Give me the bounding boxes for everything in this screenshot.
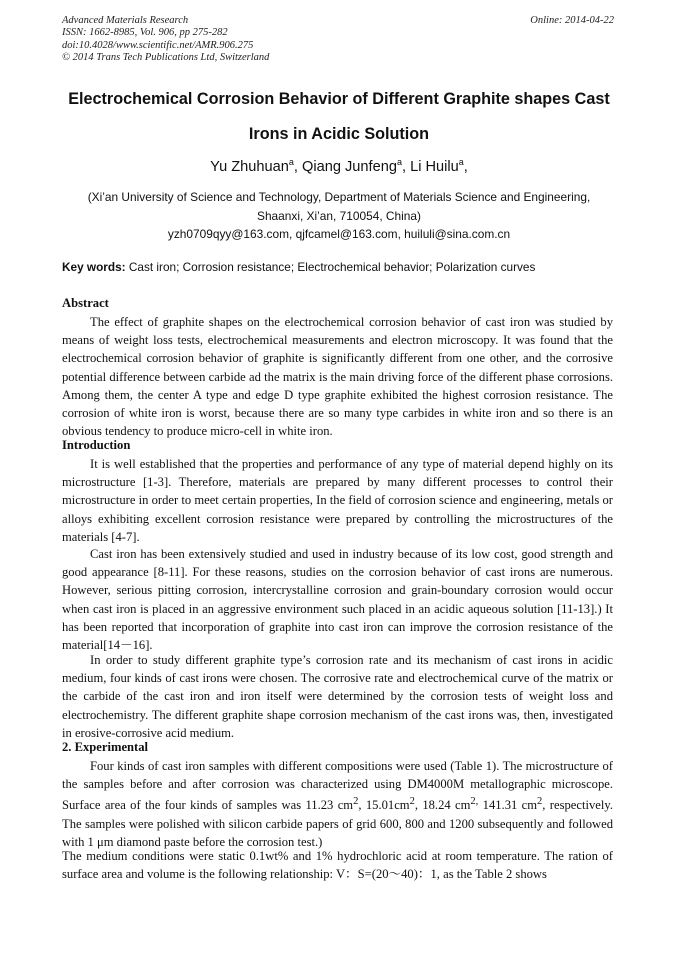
experimental-text: , 18.24 cm [414, 798, 471, 813]
abstract-heading: Abstract [62, 296, 109, 310]
keywords [62, 260, 622, 274]
paper-title-line-2: Irons in Acidic Solution [248, 125, 430, 143]
introduction-heading: Introduction [62, 438, 131, 452]
experimental-paragraph: The medium conditions were static 0.1wt% and 1% hydrochloric acid at room temperature. The ration of surface area and volume is the following relationship: V：S=(20～40)：1, as the Table 2 shows [62, 849, 613, 882]
superscript: 2, [470, 796, 479, 808]
affiliation-line: (Xi’an University of Science and Technology, Department of Materials Science and Engineering, [87, 190, 591, 204]
journal-name: Advanced Materials Research [62, 15, 189, 26]
experimental-text: , 15.01cm [358, 798, 410, 813]
copyright-line: © 2014 Trans Tech Publications Ltd, Switzerland [62, 51, 270, 63]
keywords-text: Cast iron; Corrosion resistance; Electrochemical behavior; Polarization curves [125, 260, 536, 274]
issn-line: ISSN: 1662-8985, Vol. 906, pp 275-282 [62, 27, 228, 39]
introduction-paragraph: Cast iron has been extensively studied and used in industry because of its low cost, good strength and good appearance [8-11]. For these reasons, studies on the corrosion behavior of cast irons are numerous. However, serious pitting corrosion, intercrystalline corrosion and grain-boundary corrosion would occur when cast iron is placed in an aggressive environment such placed in an acidic aqueous solution [11-13].) It has been reported that incorporation of graphite into cast iron can improve the corrosion resistance of the material[14－16]. [62, 547, 613, 653]
superscript: 2 [353, 796, 359, 808]
author-separator: , [293, 158, 303, 175]
experimental-heading: 2. Experimental [62, 740, 149, 754]
author-name: Yu Zhuhuan [210, 158, 289, 175]
introduction-paragraph: In order to study different graphite type’s corrosion rate and its mechanism of cast irons in acidic medium, four kinds of cast irons were chosen. The corrosive rate and electrochemical curve of the matrix or the carbide of the cast iron and iron itself were determined by the corrosion tests of weight loss and electrochemistry. The different graphite shape corrosion mechanism of the cast irons was, then, investigated in erosive-corrosive acid medium. [62, 653, 613, 740]
experimental-text: Four kinds of cast iron samples with different compositions were used (Table 1). The microstructure of the samples before and after corrosion was characterized using DM4000M metallographic microscope. Surface area of the four kinds of samples was 11.23 cm [62, 759, 613, 813]
author-name: Qiang Junfeng [302, 158, 397, 175]
affiliation-line: Shaanxi, Xi’an, 710054, China) [257, 209, 421, 223]
author-separator: , [401, 158, 411, 175]
author-list-end: , [463, 158, 468, 175]
author-name: Li Huilu [410, 158, 459, 175]
journal-header [62, 15, 269, 64]
author-emails: yzh0709qyy@163.com, qjfcamel@163.com, huiluli@sina.com.cn [167, 227, 511, 241]
author-list [40, 157, 638, 175]
author-affiliation-mark: a [288, 157, 294, 167]
superscript: 2 [537, 796, 543, 808]
introduction-paragraph: It is well established that the properties and performance of any type of material depend highly on its microstructure [1-3]. Therefore, materials are prepared by many different processes to control their microstructure in order to meet certain properties, In the field of corrosion science and engineering, metals or alloys exhibiting excellent corrosion resistance were prepared by controlling the microstructures of the materials [4-7]. [62, 457, 613, 544]
online-date: Online: 2014-04-22 [530, 15, 614, 26]
experimental-text: , respectively. The samples were polished with silicon carbide papers of grid 600, 800 and 1200 subsequently and followed with 1 μm diamond paste before the corrosion test.) [62, 798, 613, 849]
paper-title-line-1: Electrochemical Corrosion Behavior of Different Graphite shapes Cast [68, 90, 610, 108]
doi-line: doi:10.4028/www.scientific.net/AMR.906.275 [62, 39, 254, 51]
keywords-label: Key words: [62, 260, 126, 274]
experimental-paragraph [62, 757, 613, 851]
experimental-text: 141.31 cm [478, 798, 538, 813]
author-affiliation-mark: a [458, 157, 464, 167]
abstract-text: The effect of graphite shapes on the electrochemical corrosion behavior of cast iron was studied by means of weight loss tests, electrochemical measurements and electron microscopy. It was found that the electrochemical corrosion behavior of graphite is significantly different from one other, and the corrosive potential difference between carbide ad the matrix is the main driving force of the different phase corrosions. Among them, the center A type and edge D type graphite exhibited the highest corrosion resistance. The corrosion of white iron is worst, because there are so many type carbides in white iron and so there is an obvious tendency to produce micro-cell in white iron. [62, 315, 613, 439]
author-affiliation-mark: a [396, 157, 402, 167]
superscript: 2 [409, 796, 415, 808]
